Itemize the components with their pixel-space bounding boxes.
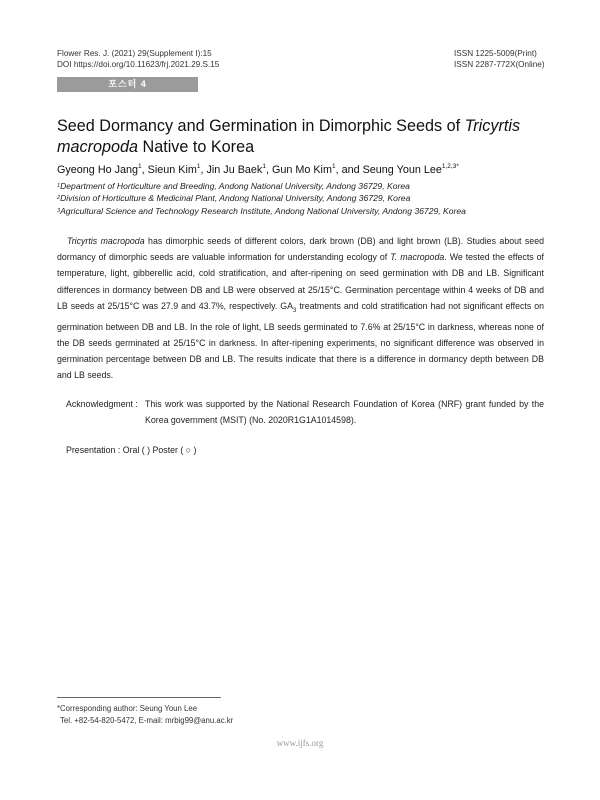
doi-link[interactable]: DOI https://doi.org/10.11623/frj.2021.29.S.15 xyxy=(57,60,220,69)
footnote xyxy=(57,703,233,727)
affiliation: $^3$Agricultural Science and Technology Research Institute, Andong National University, Andong 36729, Korea xyxy=(57,205,466,216)
author-affil-mark: 1 xyxy=(331,163,336,170)
ga-subscript: 3 xyxy=(293,307,297,314)
author-affil-mark: 1,2,3* xyxy=(441,163,459,170)
affiliations xyxy=(57,180,466,217)
author-name: Jin Ju Baek xyxy=(206,164,263,176)
acknowledgment-text: This work was supported by the National Research Foundation of Korea (NRF) grant funded by the Korea government (MSIT) (No. 2020R1G1A1014598). xyxy=(145,399,544,426)
presentation-type: Presentation : Oral ( ) Poster ( ○ ) xyxy=(66,445,197,455)
title-part-2: Native to Korea xyxy=(138,138,255,156)
acknowledgment-label: Acknowledgment : xyxy=(66,399,138,409)
title-part-1: Seed Dormancy and Germination in Dimorphic Seeds of xyxy=(57,117,465,135)
affiliation: $^2$Division of Horticulture & Medicinal Plant, Andong National University, Andong 36729, Korea xyxy=(57,193,411,204)
journal-citation: Flower Res. J. (2021) 29(Supplement I):15 xyxy=(57,49,212,58)
corresponding-author: *Corresponding author: Seung Youn Lee xyxy=(57,704,198,713)
author-affil-mark: 1 xyxy=(138,163,142,170)
abstract-species: Tricyrtis macropoda xyxy=(67,236,145,246)
abstract-body: Tricyrtis macropoda has dimorphic seeds of different colors, dark brown (DB) and light brown (LB). Studies about seed dormancy of dimorphic seeds are valuable information for understanding ecology of T. macropoda. We tested the effects of temperature, light, gibberellic acid, cold stratification, and after-ripening on seed germination with DB and LB. Significant differences in dormancy between DB and LB were observed at 25/15°C. Germination percentage within 4 weeks of DB and LB seeds at 25/15°C was 27.9 and 43.7%, respectively. $GA_3$ treatments and cold stratification had not significant effects on germination between DB and LB. In the role of light, LB seeds germinated to 7.6% at 25/15°C in darkness, whereas none of the DB seeds germinated at 25/15°C in darkness. In after-ripening experiments, no significant difference was observed in germination percentage between DB and LB. The results indicate that there is a difference in dormancy depth between DB and LB seeds. xyxy=(57,236,545,381)
abstract-species-short: T. macropoda xyxy=(390,252,445,263)
paper-title xyxy=(57,116,557,158)
author-affil-mark: 1 xyxy=(262,163,266,170)
issn-online: ISSN 2287-772X(Online) xyxy=(454,60,545,69)
journal-header xyxy=(57,48,219,70)
issn-block xyxy=(454,48,545,70)
title-species: Tricyrtis macropoda xyxy=(57,117,521,156)
footnote-divider xyxy=(57,697,221,698)
author-list: Gyeong Ho Jang$^1$, Sieun Kim$^1$, Jin Ju Baek$^1$, Gun Mo Kim$^1$, and Seung Youn Lee$^{1,2,3*}$ xyxy=(57,163,459,176)
author-name: Seung Youn Lee xyxy=(362,164,442,176)
contact-info: Tel. +82-54-820-5472, E-mail: mrbig99@anu.ac.kr xyxy=(60,716,234,726)
author-name: Gyeong Ho Jang xyxy=(57,164,139,176)
poster-badge: 포스터 4 xyxy=(57,77,198,92)
author-affil-mark: 1 xyxy=(196,163,201,170)
journal-website[interactable]: www.ijfs.org xyxy=(276,738,324,748)
author-name: Sieun Kim xyxy=(147,164,197,176)
author-name: Gun Mo Kim xyxy=(271,164,332,176)
issn-print: ISSN 1225-5009(Print) xyxy=(454,49,537,58)
affiliation: $^1$Department of Horticulture and Breeding, Andong National University, Andong 36729, Korea xyxy=(57,181,410,191)
